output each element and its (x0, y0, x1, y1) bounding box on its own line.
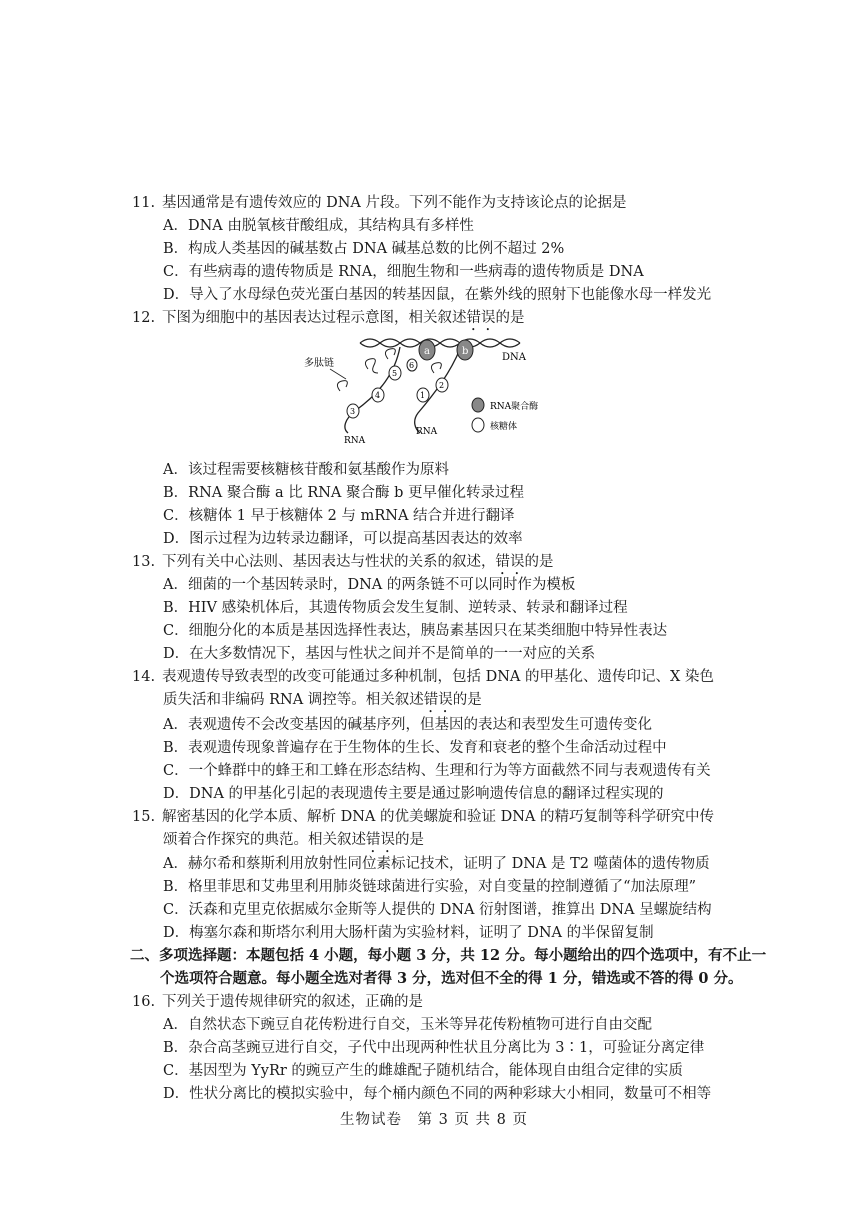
question-12-option-d: D．图示过程为边转录边翻译，可以提高基因表达的效率 (163, 531, 523, 547)
svg-text:6: 6 (409, 361, 415, 370)
question-16-stem: 16. 下列关于遗传规律研究的叙述，正确的是 (132, 994, 423, 1010)
question-11-option-c: C．有些病毒的遗传物质是 RNA，细胞生物和一些病毒的遗传物质是 DNA (163, 264, 644, 280)
gene-expression-diagram (300, 333, 560, 445)
svg-text:4: 4 (375, 391, 381, 400)
page-footer: 生物试卷 第 3 页 共 8 页 (340, 1112, 528, 1128)
polypeptide-3 (431, 363, 441, 373)
legend-ribosome-icon (472, 418, 484, 432)
dna-label: DNA (502, 352, 526, 363)
question-13-option-d: D．在大多数情况下，基因与性状之间并不是简单的一一对应的关系 (163, 646, 596, 662)
question-14-option-c: C．一个蜂群中的蜂王和工蜂在形态结构、生理和行为等方面截然不同与表观遗传有关 (163, 763, 711, 779)
question-11-stem: 11. 基因通常是有遗传效应的 DNA 片段。下列不能作为支持该论点的论据是 (132, 195, 627, 211)
question-13-option-c: C．细胞分化的本质是基因选择性表达，胰岛素基因只在某类细胞中特异性表达 (163, 623, 668, 639)
question-12-stem: 12. 下图为细胞中的基因表达过程示意图，相关叙述错误的是 (132, 310, 525, 326)
svg-text:3: 3 (350, 407, 356, 416)
question-14-stem-line2: 质失活和非编码 RNA 调控等。相关叙述错误的是 (163, 692, 482, 708)
legend-polymerase-icon (472, 398, 484, 412)
mrna-left (345, 347, 400, 433)
section2-heading: 二、多项选择题：本题包括 4 小题，每小题 3 分，共 12 分。每小题给出的四个选项中，有不止一 (130, 947, 767, 964)
question-15-option-a: A．赫尔希和蔡斯利用放射性同位素标记技术，证明了 DNA 是 T2 噬菌体的遗传物质 (163, 856, 710, 872)
legend-polymerase-label: RNA聚合酶 (490, 402, 539, 412)
question-14-option-a: A．表观遗传不会改变基因的碱基序列，但基因的表达和表型发生可遗传变化 (163, 717, 652, 733)
question-15-stem: 15. 解密基因的化学本质、解析 DNA 的优美螺旋和验证 DNA 的精巧复制等科学研究中传 (132, 809, 715, 825)
rna-label-right: RNA (416, 427, 438, 437)
question-15-option-c: C．沃森和克里克依据威尔金斯等人提供的 DNA 衍射图谱，推算出 DNA 呈螺旋结构 (163, 902, 712, 918)
legend-ribosome-label: 核糖体 (490, 422, 518, 432)
question-11-option-a: A．DNA 由脱氧核苷酸组成，其结构具有多样性 (163, 218, 474, 234)
question-15-option-d: D．梅塞尔森和斯塔尔利用大肠杆菌为实验材料，证明了 DNA 的半保留复制 (163, 925, 654, 941)
rna-label-left: RNA (344, 436, 366, 445)
question-16-option-d: D．性状分离比的模拟实验中，每个桶内颜色不同的两种彩球大小相同，数量可不相等 (163, 1086, 712, 1102)
svg-text:5: 5 (392, 369, 398, 378)
polypeptide-label: 多肽链 (304, 358, 334, 369)
question-14-stem: 14. 表观遗传导致表型的改变可能通过多种机制，包括 DNA 的甲基化、遗传印记、X 染色 (132, 669, 714, 685)
question-13-option-a: A．细菌的一个基因转录时，DNA 的两条链不可以同时作为模板 (163, 577, 576, 593)
question-12-option-a: A．该过程需要核糖核苷酸和氨基酸作为原料 (163, 462, 449, 478)
question-12-option-b: B．RNA 聚合酶 a 比 RNA 聚合酶 b 更早催化转录过程 (163, 485, 524, 501)
polypeptide-4 (337, 381, 347, 391)
question-13-option-b: B．HIV 感染机体后，其遗传物质会发生复制、逆转录、转录和翻译过程 (163, 600, 628, 616)
question-16-option-b: B．杂合高茎豌豆进行自交，子代中出现两种性状且分离比为 3∶1，可验证分离定律 (163, 1040, 705, 1056)
question-16-option-a: A．自然状态下豌豆自花传粉进行自交，玉米等异花传粉植物可进行自由交配 (163, 1017, 652, 1033)
polypeptide-1 (365, 359, 378, 373)
question-14-option-d: D．DNA 的甲基化引起的表现遗传主要是通过影响遗传信息的翻译过程实现的 (163, 786, 664, 802)
question-14-option-b: B．表观遗传现象普遍存在于生物体的生长、发育和衰老的整个生命活动过程中 (163, 740, 667, 756)
polypeptide-2 (385, 349, 395, 359)
svg-text:1: 1 (420, 391, 426, 400)
ribosome-group (347, 359, 448, 418)
enzyme-a-label: a (424, 346, 430, 357)
question-15-option-b: B．格里菲思和艾弗里利用肺炎链球菌进行实验，对自变量的控制遵循了“加法原理” (163, 879, 696, 895)
section2-heading-line2: 个选项符合题意。每小题全选对者得 3 分，选对但不全的得 1 分，错选或不答的得 0 分。 (160, 970, 743, 987)
question-11-option-d: D．导入了水母绿色荧光蛋白基因的转基因鼠，在紫外线的照射下也能像水母一样发光 (163, 287, 712, 303)
question-16-option-c: C．基因型为 YyRr 的豌豆产生的雌雄配子随机结合，能体现自由组合定律的实质 (163, 1063, 683, 1079)
question-13-stem: 13. 下列有关中心法则、基因表达与性状的关系的叙述，错误的是 (132, 554, 554, 570)
svg-text:2: 2 (439, 381, 445, 390)
question-12-option-c: C．核糖体 1 早于核糖体 2 与 mRNA 结合并进行翻译 (163, 508, 515, 524)
question-11-option-b: B．构成人类基因的碱基数占 DNA 碱基总数的比例不超过 2% (163, 241, 565, 257)
question-15-stem-line2: 颂着合作探究的典范。相关叙述错误的是 (163, 832, 424, 848)
enzyme-b-label: b (462, 346, 469, 357)
